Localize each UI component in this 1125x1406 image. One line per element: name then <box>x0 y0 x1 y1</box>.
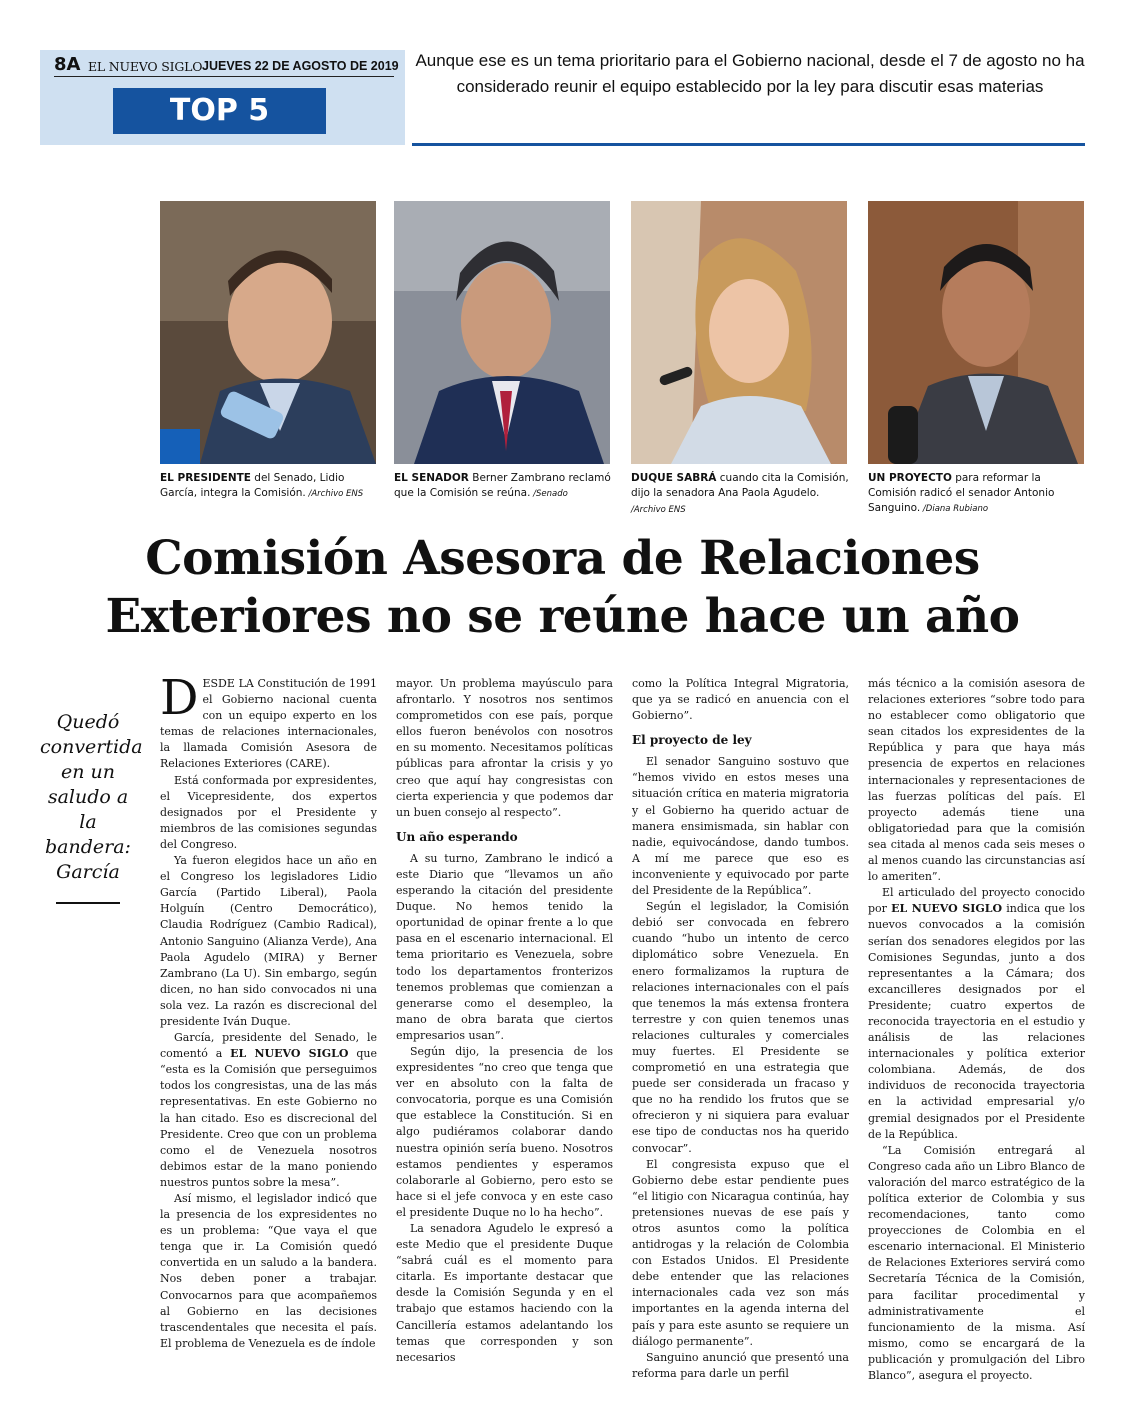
body-paragraph: Según dijo, la presencia de los expresidentes “no creo que tenga que ver en absoluto con la falta de convocatoria, porque es una Comisión que establece la Constitución. Si en algo pudiéramos colaborar dando nuestra opinión sería bueno. Nosotros estamos pendientes y esperamos colaborarle al Gobierno, pero esto se hace si el jefe convoca y en este caso el presidente Duque no lo ha hecho”. <box>396 1044 613 1219</box>
body-paragraph: más técnico a la comisión asesora de relaciones exteriores “sobre todo para no establecer como obligatorio que sean citados los expresidentes de la República y para que haya más presencia de expertos en relaciones internacionales y representaciones de las fuerzas políticas del país. El proyecto además tiene una obligatoriedad para que la comisión sea citada al menos cada seis meses o al menos cuando las circunstancias así lo ameriten”. <box>868 677 1085 884</box>
pull-quote: Quedó convertida en un saludo a la bandera: García <box>40 711 143 883</box>
body-paragraph: mayor. Un problema mayúsculo para afrontarlo. Y nosotros nos sentimos comprometidos con ese país, porque ellos fueron benévolos con nosotros en su momento. Necesitamos políticas públicas para afrontar la crisis y yo creo que aquí hay congresistas con cierta experiencia y que podemos dar un buen consejo al respecto”. <box>396 677 613 819</box>
body-paragraph: La senadora Agudelo le expresó a este Medio que el presidente Duque “sabrá cuál es el momento para citarla. Es importante destacar que desde la Comisión Segunda y en el trabajo que estamos haciendo con la Cancillería estamos adelantando los temas que corresponden y son necesarios <box>396 1222 613 1364</box>
photo-lidio-garcia <box>160 201 376 464</box>
photo-berner-zambrano <box>394 201 610 464</box>
section-label: TOP 5 <box>113 88 326 134</box>
photo-portrait-1 <box>160 201 376 464</box>
caption-lead: UN PROYECTO <box>868 472 952 484</box>
paragraph-text: García, presidente del Senado, le comentó a <box>160 1031 377 1061</box>
photo-antonio-sanguino <box>868 201 1084 464</box>
caption-lead: DUQUE SABRÁ <box>631 472 717 484</box>
body-column-4 <box>868 676 1085 1384</box>
caption-credit: /Senado <box>530 489 568 499</box>
photo-caption-4 <box>868 471 1088 517</box>
paragraph-text: ESDE LA Constitución de 1991 el Gobierno nacional cuenta con un equipo experto en los temas de relaciones internacionales, la llamada Comisión Asesora de Relaciones Exteriores (CARE). <box>160 677 377 771</box>
photo-caption-2 <box>394 471 614 502</box>
caption-credit: /Archivo ENS <box>305 489 364 499</box>
masthead-box <box>40 50 405 145</box>
newspaper-mention: EL NUEVO SIGLO <box>230 1047 349 1061</box>
body-paragraph: como la Política Integral Migratoria, que ya se radicó en anuencia con el Gobierno”. <box>632 677 849 723</box>
caption-lead: EL PRESIDENTE <box>160 472 251 484</box>
body-paragraph: Según el legislador, la Comisión debió ser convocada en febrero cuando “hubo un intento de cerco diplomático sobre Venezuela. En enero formalizamos la ruptura de relaciones internacionales con el país que tenemos la más extensa frontera terrestre y con quien tenemos unas relaciones culturales y comerciales muy fuertes. El Presidente se comprometió en una estrategia que puede ser considerada un fracaso y que no ha rendido los frutos que se ofrecieron y ni siquiera para evaluar ese tipo de conductas nos ha querido convocar”. <box>632 900 849 1155</box>
caption-text: Berner Zambrano reclamó que la Comisión se reúna. <box>394 472 611 499</box>
page-number: 8A <box>54 54 81 75</box>
photo-portrait-2 <box>394 201 610 464</box>
subhead: El proyecto de ley <box>632 733 752 748</box>
photo-portrait-4 <box>868 201 1084 464</box>
body-paragraph: Está conformada por expresidentes, el Vicepresidente, dos expertos designados por el Presidente y miembros de las comisiones segundas del Congreso. <box>160 773 377 851</box>
body-paragraph <box>160 1030 377 1191</box>
caption-text: del Senado, Lidio García, integra la Comisión. <box>160 472 345 499</box>
body-paragraph <box>160 670 377 773</box>
newspaper-mention: EL NUEVO SIGLO <box>891 902 1003 916</box>
article-deck: Aunque ese es un tema prioritario para el Gobierno nacional, desde el 7 de agosto no ha considerado reunir el equipo establecido por la ley para discutir esas materias <box>415 51 1085 96</box>
photo-ana-paola-agudelo <box>631 201 847 464</box>
caption-lead: EL SENADOR <box>394 472 469 484</box>
body-column-3 <box>632 676 849 1382</box>
deck-divider <box>412 143 1085 146</box>
body-paragraph: Ya fueron elegidos hace un año en el Congreso los legisladores Lidio García (Partido Liberal), Paola Holguín (Centro Democrático), Claudia Rodríguez (Cambio Radical), Antonio Sanguino (Alianza Verde), Ana Paola Agudelo (MIRA) y Berner Zambrano (La U). Sin embargo, según dicen, no han sido convocados ni una sola vez. La razón es discrecional del presidente Iván Duque. <box>160 854 377 1028</box>
caption-text: para reformar la Comisión radicó el senador Antonio Sanguino. <box>868 472 1055 514</box>
pull-quote-rule <box>56 902 120 904</box>
article-headline: Comisión Asesora de Relaciones Exteriores no se reúne hace un año <box>105 531 1020 644</box>
body-paragraph: El congresista expuso que el Gobierno debe estar pendiente pues “el litigio con Nicaragua continúa, hay pretensiones nuevas de ese país y otros asuntos como la política antidrogas y la relación de Colombia con Estados Unidos. El Presidente debe entender que las relaciones internacionales cada vez son más importantes en la agenda interna del país y para este asunto se requiere un diálogo permanente”. <box>632 1157 849 1348</box>
paragraph-text: indica que los nuevos convocados a la comisión serían dos senadores elegidos por las Comisiones Segundas, junto a dos representantes a la Cámara; dos excancilleres designados por el Presidente; cuatro expertos de reconocida trayectoria en el estudio y análisis de las relaciones internacionales y política exterior colombiana. Además, de dos individuos de reconocida trayectoria en la actividad empresarial y/o gremial designados por el Presidente de la República. <box>868 902 1085 1141</box>
photo-portrait-3 <box>631 201 847 464</box>
paragraph-text: que “esta es la Comisión que perseguimos todos los congresistas, una de las más representativas. En este Gobierno no la han citado. Eso es discrecional del Presidente. Creo que con un problema como el de Venezuela nosotros debimos estar de la mano poniendo nuestros puntos sobre la mesa”. <box>160 1047 377 1189</box>
paragraph-text: El articulado del proyecto conocido por <box>868 886 1085 916</box>
body-paragraph: Sanguino anunció que presentó una reforma para darle un perfil <box>632 1350 849 1380</box>
issue-date: JUEVES 22 DE AGOSTO DE 2019 <box>202 59 399 73</box>
folio-line <box>54 54 399 77</box>
body-paragraph: A su turno, Zambrano le indicó a este Diario que “llevamos un año esperando la citación del presidente Duque. No hemos tenido la oportunidad de opinar frente a lo que pasa en el escenario internacional. El tema prioritario es Venezuela, sobre todo los departamentos fronterizos tenemos problemas que comienzan a generarse como el desempleo, la mano de obra barata que ciertos empresarios usan”. <box>396 851 613 1042</box>
caption-credit: /Diana Rubiano <box>920 504 989 514</box>
body-paragraph: El senador Sanguino sostuvo que “hemos vivido en estos meses una situación crítica en materia migratoria y el Gobierno ha querido actuar de manera ensimismada, sin hablar con nadie, equivocándose, dando tumbos. A mí me parece que eso es inconveniente y equivocado por parte del Presidente de la República”. <box>632 755 849 898</box>
caption-text: cuando cita la Comisión, dijo la senadora Ana Paola Agudelo. <box>631 472 849 499</box>
body-paragraph <box>868 885 1085 1143</box>
body-paragraph: Así mismo, el legislador indicó que la presencia de los expresidentes no es un problema: “Que vaya el que tenga que ir. La Comisión quedó convertida en un saludo a la bandera. Nos deben poner a trabajar. Convocarnos para que acompañemos al Gobierno en las decisiones trascendentales que necesita el país. El problema de Venezuela es de índole <box>160 1192 377 1350</box>
photo-caption-1 <box>160 471 380 502</box>
photo-caption-3 <box>631 471 851 518</box>
drop-cap: D <box>160 670 199 726</box>
body-column-1 <box>160 670 377 1352</box>
subhead: Un año esperando <box>396 829 518 844</box>
body-column-2 <box>396 676 613 1366</box>
newspaper-name: EL NUEVO SIGLO <box>88 59 203 74</box>
body-paragraph: “La Comisión entregará al Congreso cada año un Libro Blanco de valoración del marco estratégico de la política exterior de Colombia y sus recomendaciones, tanto como proyecciones de Colombia en el escenario internacional. El Ministerio de Relaciones Exteriores servirá como Secretaría Técnica de la Comisión, para facilitar procedimental y administrativamente el funcionamiento de la misma. Así mismo, como se encargará de la publicación y promulgación del Libro Blanco”, asegura el proyecto. <box>868 1143 1085 1383</box>
caption-credit: /Archivo ENS <box>631 505 686 515</box>
